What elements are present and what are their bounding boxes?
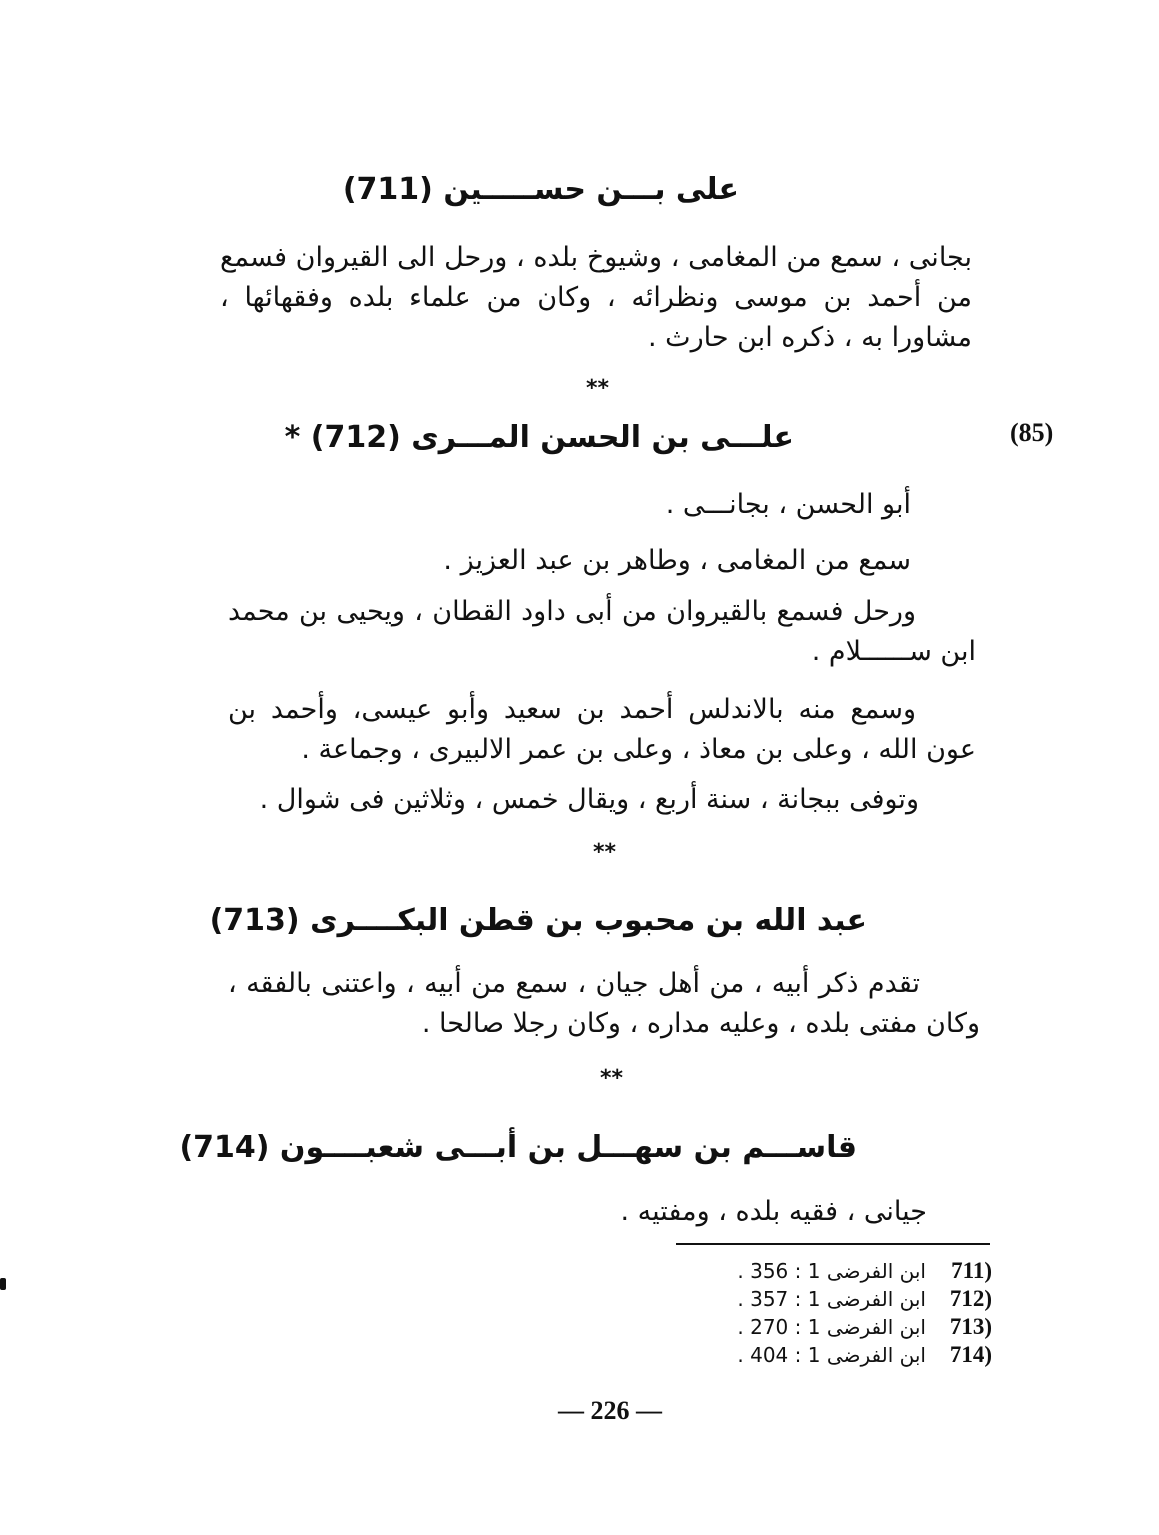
footnotes (676, 1257, 992, 1369)
footnote-item (676, 1313, 992, 1341)
separator-stars: ** (600, 1066, 624, 1091)
entry-heading-713: عبد الله بن محبوب بن قطن البكــــرى (713) (209, 903, 867, 938)
entry-heading-711: على بـــن حســـــين (711) (342, 172, 739, 207)
entry-paragraph-712-2: سمع من المغامى ، وطاهر بن عبد العزيز . (443, 545, 911, 576)
footnote-text: ابن الفرضى 1 : 270 . (737, 1315, 926, 1339)
footnote-text: ابن الفرضى 1 : 404 . (737, 1343, 926, 1367)
entry-paragraph-711: بجانى ، سمع من المغامى ، وشيوخ بلده ، ورحل الى القيروان فسمع من أحمد بن موسى ونظرائه ، وكان من علماء بلده وفقهائها ، مشاورا به ، ذكره ابن حارث . (220, 242, 972, 353)
footnote-number: (712 (949, 1286, 992, 1311)
entry-paragraph-714: جيانى ، فقيه بلده ، ومفتيه . (620, 1196, 927, 1227)
footnote-number: (714 (949, 1342, 992, 1367)
entry-paragraph-712-3: ورحل فسمع بالقيروان من أبى داود القطان ، ويحيى بن محمد ابن ســــــلام . (228, 596, 976, 667)
entry-paragraph-712-5: وتوفى ببجانة ، سنة أربع ، ويقال خمس ، وثلاثين فى شوال . (259, 784, 919, 815)
footnote-number: (711 (951, 1258, 992, 1283)
footnote-text: ابن الفرضى 1 : 356 . (737, 1259, 926, 1283)
entry-paragraph-712-4: وسمع منه بالاندلس أحمد بن سعيد وأبو عيسى، وأحمد بن عون الله ، وعلى بن معاذ ، وعلى بن عمر الالبيرى ، وجماعة . (228, 694, 976, 765)
page-number: — 226 — (558, 1396, 662, 1425)
separator-stars: ** (593, 840, 617, 865)
entry-heading-712: علـــى بن الحسن المـــرى (712) * (284, 420, 794, 455)
entry-heading-714: قاســـم بن سهـــل بن أبـــى شعبــــون (714) (179, 1130, 857, 1165)
separator-stars: ** (586, 376, 610, 401)
footnote-rule (676, 1243, 990, 1245)
footnote-item (676, 1257, 992, 1285)
footnote-text: ابن الفرضى 1 : 357 . (737, 1287, 926, 1311)
entry-paragraph-712-1: أبو الحسن ، بجانـــى . (665, 489, 911, 520)
entry-paragraph-713: تقدم ذكر أبيه ، من أهل جيان ، سمع من أبيه ، واعتنى بالفقه ، وكان مفتى بلده ، وعليه مداره ، وكان رجلا صالحا . (228, 968, 980, 1039)
footnote-item (676, 1341, 992, 1369)
footnote-number: (713 (949, 1314, 992, 1339)
scan-edge-mark (0, 1278, 6, 1290)
margin-reference: (85) (1010, 418, 1054, 447)
footnote-item (676, 1285, 992, 1313)
